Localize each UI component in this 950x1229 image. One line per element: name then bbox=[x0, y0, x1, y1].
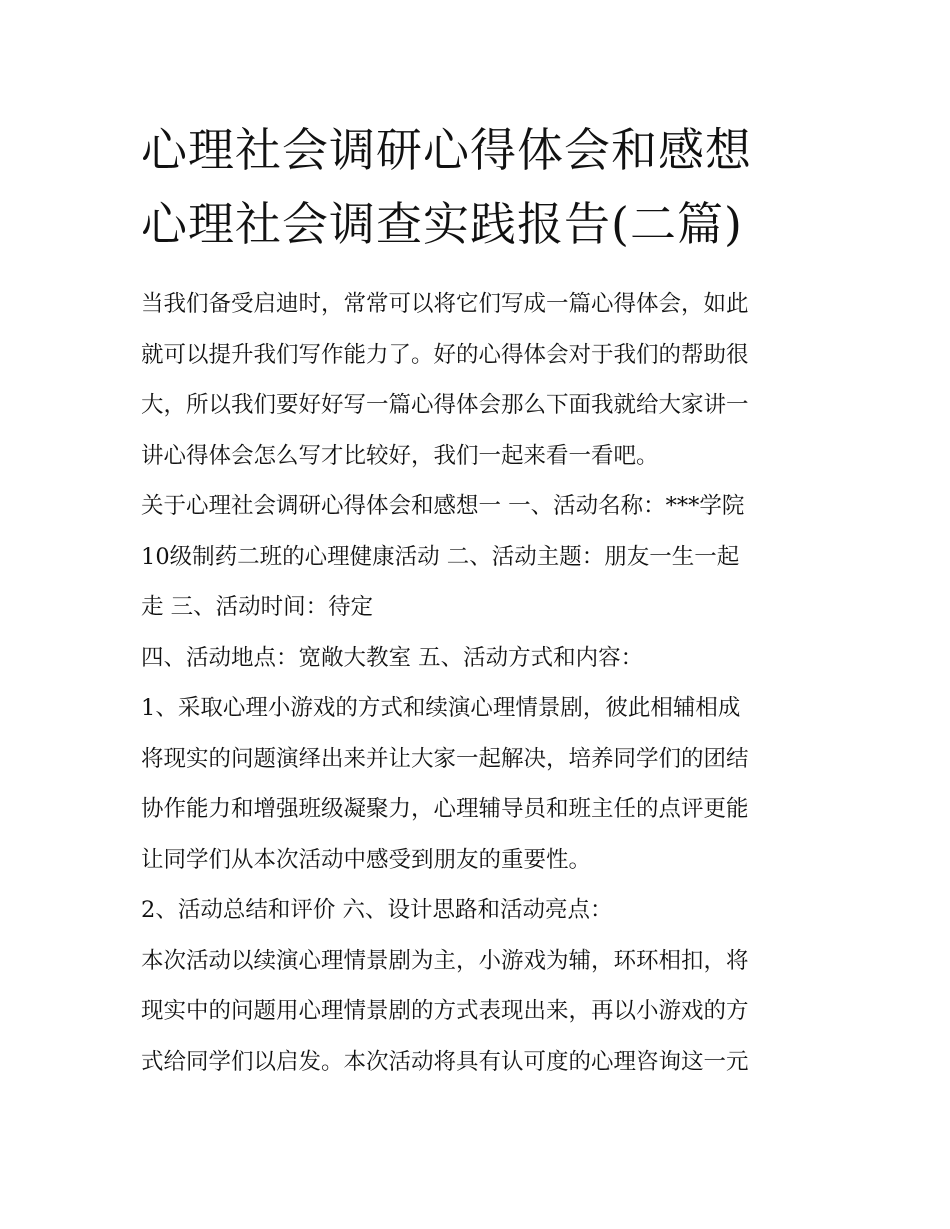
document-title bbox=[141, 113, 831, 261]
text-line: 式给同学们以启发。本次活动将具有认可度的心理咨询这一元 bbox=[141, 1048, 749, 1075]
text-line: 将现实的问题演绎出来并让大家一起解决，培养同学们的团结 bbox=[141, 745, 749, 772]
text-line: 四、活动地点：宽敞大教室 五、活动方式和内容： bbox=[141, 644, 644, 671]
paragraph-design bbox=[141, 936, 821, 1088]
text-line: 1、采取心理小游戏的方式和续演心理情景剧，彼此相辅相成 bbox=[141, 695, 741, 721]
text-line: 让同学们从本次活动中感受到朋友的重要性。 bbox=[141, 846, 592, 873]
text-line: 大，所以我们要好好写一篇心得体会那么下面我就给大家讲一 bbox=[141, 392, 749, 418]
paragraph-summary bbox=[141, 885, 821, 936]
text-line: 本次活动以续演心理情景剧为主，小游戏为辅，环环相扣，将 bbox=[141, 947, 749, 974]
text-line: 2、活动总结和评价 六、设计思路和活动亮点： bbox=[141, 897, 613, 923]
paragraph-method bbox=[141, 683, 821, 885]
text-line: 当我们备受启迪时，常常可以将它们写成一篇心得体会，如此 bbox=[141, 291, 749, 317]
text-line: 走 三、活动时间：待定 bbox=[141, 594, 374, 620]
text-line: 讲心得体会怎么写才比较好，我们一起来看一看吧。 bbox=[141, 442, 659, 469]
text-line: 10级制药二班的心理健康活动 二、活动主题：朋友一生一起 bbox=[141, 543, 740, 570]
paragraph-activity-info bbox=[141, 481, 821, 633]
title-line: 心理社会调研心得体会和感想 bbox=[141, 123, 752, 177]
text-line: 关于心理社会调研心得体会和感想一 一、活动名称：***学院 bbox=[141, 493, 745, 519]
paragraph-intro bbox=[141, 279, 821, 481]
text-line: 就可以提升我们写作能力了。好的心得体会对于我们的帮助很 bbox=[141, 341, 749, 368]
title-line: 心理社会调查实践报告(二篇) bbox=[141, 197, 743, 251]
document-body bbox=[141, 279, 821, 1087]
paragraph-location bbox=[141, 633, 821, 684]
text-line: 协作能力和增强班级凝聚力，心理辅导员和班主任的点评更能 bbox=[141, 796, 749, 822]
text-line: 现实中的问题用心理情景剧的方式表现出来，再以小游戏的方 bbox=[141, 998, 749, 1024]
